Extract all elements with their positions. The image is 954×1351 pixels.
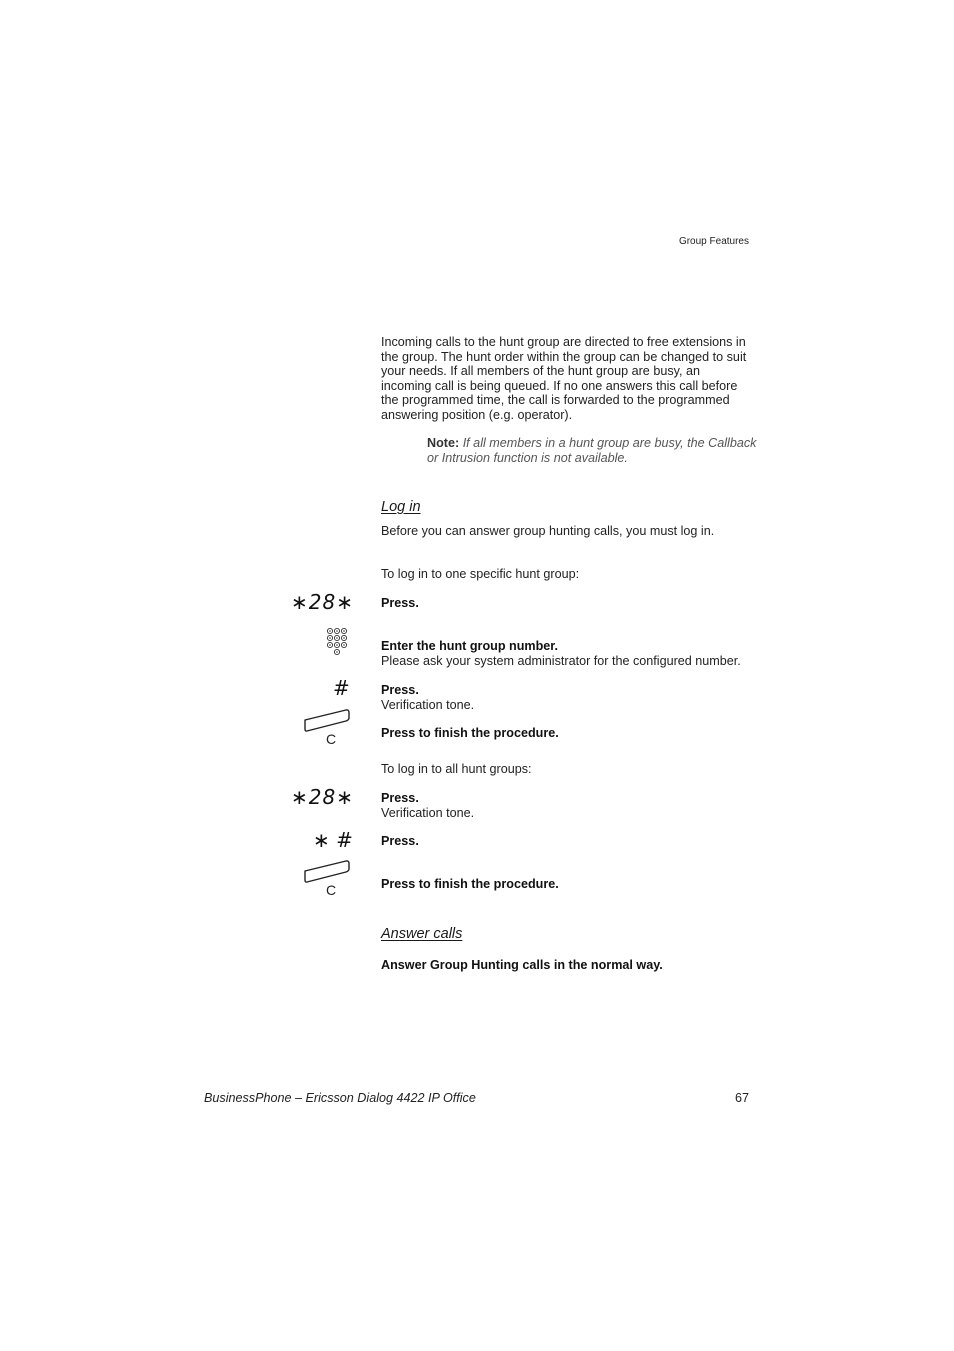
- step-press-3: Press.: [381, 834, 419, 848]
- star-28-star-code-icon-2: ∗28∗: [291, 785, 354, 809]
- note: [427, 436, 757, 465]
- login-description: Before you can answer group hunting calls, you must log in.: [381, 524, 715, 538]
- footer-title: BusinessPhone – Ericsson Dialog 4422 IP Office: [204, 1091, 476, 1105]
- page-number: 67: [734, 1091, 749, 1105]
- keypad-icon: [326, 627, 350, 663]
- note-label: Note:: [427, 436, 460, 450]
- step-finish-2: Press to finish the procedure.: [381, 877, 559, 891]
- clear-key-icon-2: C: [302, 859, 354, 901]
- step-finish-1: Press to finish the procedure.: [381, 726, 559, 740]
- step-press-2: Press. Verification tone.: [381, 791, 475, 820]
- note-text: If all members in a hunt group are busy, the Callback or Intrusion function is not available.: [427, 436, 757, 465]
- star-hash-code-icon: ∗ #: [313, 828, 353, 852]
- intro-paragraph: Incoming calls to the hunt group are directed to free extensions in the group. The hunt order within the group can be changed to suit your needs. If all members of the hunt group are busy, an incoming call is being queued. If no one answers this call before the programmed time, the call is forwarded to the programmed answering position (e.g. operator).: [381, 335, 747, 422]
- login-heading: Log in: [381, 499, 421, 515]
- hash-key-icon: #: [333, 676, 350, 700]
- section-header: Group Features: [678, 236, 749, 247]
- step-enter-number: Enter the hunt group number. Please ask your system administrator for the configured number.: [381, 639, 741, 668]
- answer-step: Answer Group Hunting calls in the normal way.: [381, 958, 663, 972]
- answer-heading: Answer calls: [381, 926, 463, 942]
- step-press-1: Press.: [381, 596, 419, 610]
- login-specific-intro: To log in to one specific hunt group:: [381, 567, 580, 581]
- clear-key-icon: C: [302, 708, 354, 750]
- login-all-intro: To log in to all hunt groups:: [381, 762, 532, 776]
- step-press-hash: Press. Verification tone.: [381, 683, 475, 712]
- star-28-star-code-icon: ∗28∗: [291, 590, 354, 614]
